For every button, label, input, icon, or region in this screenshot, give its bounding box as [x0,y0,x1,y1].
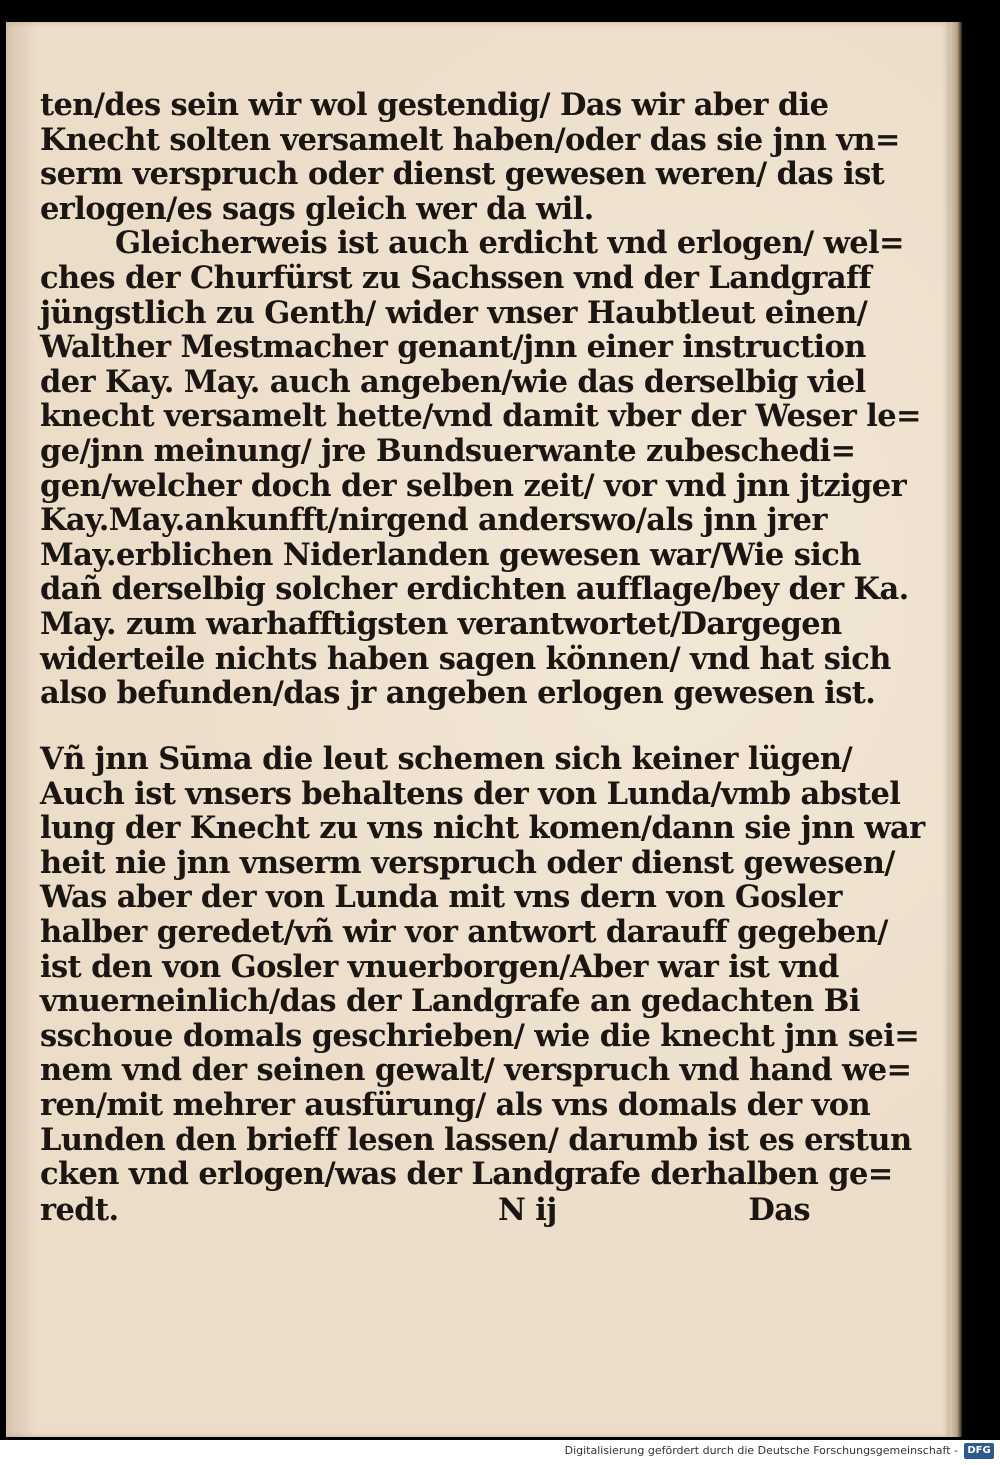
text-line: May.erblichen Niderlanden gewesen war/Wie sich [40,536,861,573]
text-line: sschoue domals geschrieben/ wie die knecht jnn sei= [40,1017,920,1054]
text-line: Lunden den brieff lesen lassen/ darumb ist es erstun [40,1121,912,1158]
page-edge [950,22,962,1437]
text-line: vnuerneinlich/das der Landgrafe an gedachten Bi [40,983,860,1020]
text-line: Gleicherweis ist auch erdicht vnd erlogen/ wel= [115,225,905,262]
text-line: Kay.May.ankunfft/nirgend anderswo/als jnn jrer [40,502,827,539]
paragraph-1 [40,87,922,712]
text-line: ge/jnn meinung/ jre Bundsuerwante zubeschedi= [40,432,856,469]
signature-mark: N ij [498,1192,557,1228]
dfg-logo: DFG [964,1443,994,1459]
funding-credit: Digitalisierung gefördert durch die Deutsche Forschungsgemeinschaft - [564,1444,958,1457]
text-line: ren/mit mehrer ausfürung/ als vns domals der von [40,1086,871,1123]
text-line: gen/welcher doch der selben zeit/ vor vnd jnn jtziger [40,467,907,504]
text-line: also befunden/das jr angeben erlogen gewesen ist. [40,675,876,712]
catchword: Das [748,1192,810,1228]
text-line: knecht versamelt hette/vnd damit vber der Weser le= [40,398,922,435]
text-line: nem vnd der seinen gewalt/ verspruch vnd hand we= [40,1052,912,1089]
text-line: der Kay. May. auch angeben/wie das derselbig viel [40,363,866,400]
paragraph-2 [40,741,925,1193]
text-line: heit nie jnn vnserm verspruch oder dienst gewesen/ [40,844,895,881]
text-line: redt. [40,1192,119,1228]
text-line: ches der Churfürst zu Sachssen vnd der Landgraff [40,259,872,296]
text-line: widerteile nichts haben sagen können/ vnd hat sich [40,640,891,677]
text-line: ist den von Gosler vnuerborgen/Aber war ist vnd [40,948,839,985]
text-line: dañ derselbig solcher erdichten aufflage/bey der Ka. [40,571,909,608]
text-line: jüngstlich zu Genth/ wider vnser Haubtleut einen/ [40,294,868,331]
viewer-footer [0,1440,1000,1465]
page-foot-line [40,1190,830,1230]
text-line: serm verspruch oder dienst gewesen weren/ das ist [40,156,885,193]
text-line: Vñ jnn Sūma die leut schemen sich keiner lügen/ [40,741,853,777]
text-line: halber geredet/vñ wir vor antwort darauff gegeben/ [40,913,888,950]
text-line: Walther Mestmacher genant/jnn einer instruction [40,329,866,366]
text-line: Auch ist vnsers behaltens der von Lunda/vmb abstel [40,775,901,812]
text-line: erlogen/es sags gleich wer da wil. [40,190,594,227]
text-line: cken vnd erlogen/was der Landgrafe derhalben ge= [40,1156,893,1193]
text-line: ten/des sein wir wol gestendig/ Das wir aber die [40,87,829,123]
text-line: Knecht solten versamelt haben/oder das sie jnn vn= [40,121,900,158]
text-line: lung der Knecht zu vns nicht komen/dann sie jnn war [40,810,925,847]
text-line: Was aber der von Lunda mit vns dern von Gosler [40,879,842,916]
text-line: May. zum warhafftigsten verantwortet/Dargegen [40,605,842,642]
